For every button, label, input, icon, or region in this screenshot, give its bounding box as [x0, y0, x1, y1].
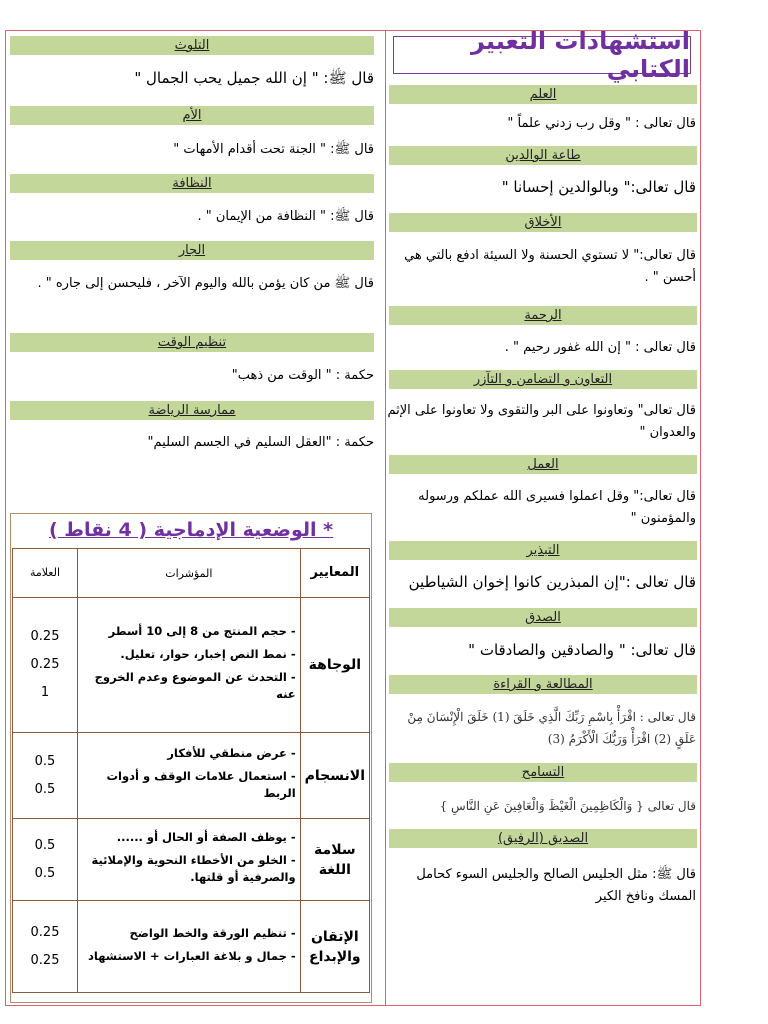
section-text-mother: قال ﷺ: " الجنة تحت أقدام الأمهات " — [173, 142, 374, 157]
rubric-header-indicators: المؤشرات — [78, 549, 301, 598]
rubric-mark: 0.5 — [34, 865, 56, 881]
section-heading-morals: الأخلاق — [389, 213, 697, 232]
section-heading-work: العمل — [389, 455, 697, 474]
rubric-header-mark: العلامة — [13, 549, 78, 598]
rubric-marks — [13, 819, 78, 901]
section-heading-knowledge: العلم — [389, 85, 697, 104]
rubric-row — [13, 733, 370, 819]
section-text-cooperation: قال تعالى" وتعاونوا على البر والتقوى ولا تعاونوا على الإثم والعدوان " — [387, 403, 696, 440]
rubric-indicators — [78, 819, 301, 901]
section-text-morals: قال تعالى:" لا تستوي الحسنة ولا السيئة ادفع بالتي هي أحسن " . — [404, 248, 696, 285]
section-text-time: حكمة : " الوقت من ذهب" — [231, 368, 374, 383]
section-heading-waste: التبذير — [389, 541, 697, 560]
rubric-mark: 0.25 — [30, 629, 60, 644]
rubric-header-criteria: المعايير — [300, 549, 369, 598]
section-heading-tolerance: التسامح — [389, 763, 697, 782]
rubric-indicator: - استعمال علامات الوقف و أدوات الربط — [106, 769, 296, 800]
section-heading-neighbor: الجار — [10, 241, 374, 260]
section-heading-sports: ممارسة الرياضة — [10, 401, 374, 420]
rubric-indicator: - الخلو من الأخطاء النحوية والإملائية والصرفية أو قلتها. — [91, 853, 296, 884]
rubric-marks — [13, 901, 78, 993]
rubric-header-row — [13, 549, 370, 598]
rubric-indicators — [78, 733, 301, 819]
rubric-mark: 1 — [40, 685, 50, 700]
rubric-indicator: - التحدث عن الموضوع وعدم الخروج عنه — [94, 670, 296, 701]
section-text-tolerance: قال تعالى { وَالْكَاظِمِينَ الْغَيْظَ وَالْعَافِينَ عَنِ النَّاسِ } — [439, 799, 696, 813]
section-heading-parents: طاعة الوالدين — [389, 146, 697, 165]
section-heading-pollution: التلوث — [10, 36, 374, 55]
section-heading-cleanliness: النظافة — [10, 174, 374, 193]
section-text-pollution: قال ﷺ: " إن الله جميل يحب الجمال " — [134, 69, 374, 87]
rubric-mark: 0.25 — [30, 952, 60, 968]
rubric-title-box — [10, 513, 372, 547]
section-text-sports: حكمة : "العقل السليم في الجسم السليم" — [147, 435, 374, 450]
rubric-row — [13, 598, 370, 733]
section-heading-cooperation: التعاون و التضامن و التآزر — [389, 370, 697, 389]
rubric-mark: 0.25 — [30, 657, 60, 672]
rubric-row — [13, 901, 370, 993]
section-heading-honesty: الصدق — [389, 608, 697, 627]
rubric-mark: 0.5 — [34, 837, 56, 853]
section-text-waste: قال تعالى :"إن المبذرين كانوا إخوان الشياطين — [408, 573, 696, 591]
section-text-cleanliness: قال ﷺ: " النظافة من الإيمان " . — [197, 209, 374, 224]
rubric-mark: 0.25 — [30, 924, 60, 940]
page-title: استشهادات التعبير الكتابي — [470, 27, 690, 83]
section-heading-friend: الصديق (الرفيق) — [389, 829, 697, 848]
section-text-work: قال تعالى:" وقل اعملوا فسيرى الله عملكم ورسوله والمؤمنون " — [418, 489, 696, 526]
rubric-mark: 0.5 — [34, 753, 56, 769]
rubric-indicator: - تنظيم الورقة والخط الواضح — [129, 925, 296, 940]
rubric-title: * الوضعية الإدماجية ( 4 نقاط ) — [48, 519, 334, 541]
section-text-honesty: قال تعالى: " والصادقين والصادقات " — [468, 641, 696, 659]
rubric-marks — [13, 733, 78, 819]
rubric-table — [12, 548, 370, 993]
rubric-indicator: - حجم المنتج من 8 إلى 10 أسطر — [108, 624, 296, 638]
section-text-neighbor: قال ﷺ من كان يؤمن بالله واليوم الآخر ، فليحسن إلى جاره " . — [37, 276, 374, 291]
rubric-indicator: - جمال و بلاغة العبارات + الاستشهاد — [87, 948, 296, 963]
section-text-parents: قال تعالى:" وبالوالدين إحسانا " — [501, 178, 696, 196]
section-heading-reading: المطالعة و القراءة — [389, 675, 697, 694]
rubric-mark: 0.5 — [34, 781, 56, 797]
rubric-marks — [13, 598, 78, 733]
rubric-criterion: الإتقان والإبداع — [300, 901, 369, 993]
section-heading-time: تنظيم الوقت — [10, 333, 374, 352]
section-text-reading: قال تعالى : اقْرَأْ بِاسْمِ رَبِّكَ الَّذِي خَلَقَ (1) خَلَقَ الْإِنْسَانَ مِنْ عَلَقٍ (2) اقْرَأْ وَرَبُّكَ الْأَكْرَمُ (3) — [407, 710, 696, 746]
section-text-mercy: قال تعالى : " إن الله غفور رحيم " . — [504, 340, 696, 355]
section-heading-mercy: الرحمة — [389, 306, 697, 325]
section-text-knowledge: قال تعالى : " وقل رب زدني علماً " — [507, 116, 696, 131]
section-text-friend: قال ﷺ: مثل الجليس الصالح والجليس السوء كحامل المسك ونافخ الكير — [416, 867, 696, 904]
rubric-criterion: الانسجام — [300, 733, 369, 819]
rubric-criterion: سلامة اللغة — [300, 819, 369, 901]
rubric-indicator: - نمط النص إخبار، حوار، تعليل. — [120, 647, 296, 661]
rubric-criterion: الوجاهة — [300, 598, 369, 733]
page-title-box — [393, 27, 691, 83]
rubric-row — [13, 819, 370, 901]
rubric-indicator: - عرض منطقي للأفكار — [167, 746, 296, 760]
section-heading-mother: الأم — [10, 106, 374, 125]
rubric-indicators — [78, 598, 301, 733]
rubric-indicator: - يوظف الصفة أو الحال أو ...... — [116, 830, 296, 844]
rubric-indicators — [78, 901, 301, 993]
